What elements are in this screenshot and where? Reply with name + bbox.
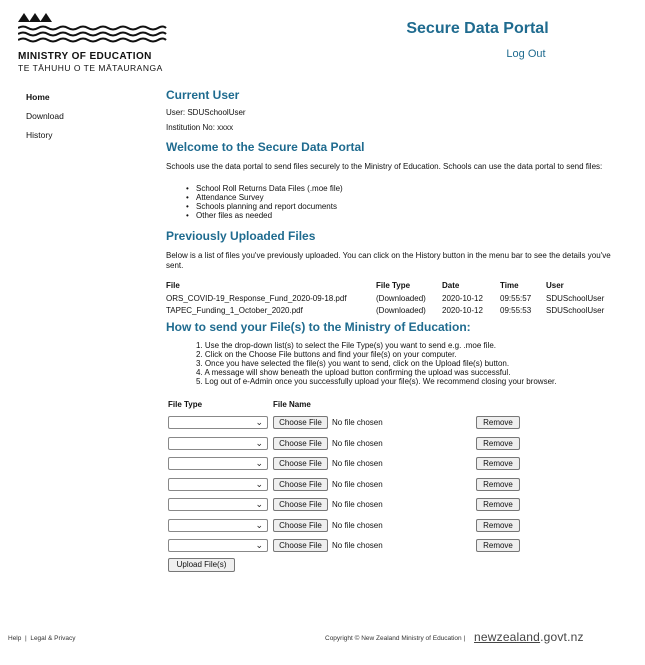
list-item: • Schools planning and report documents (186, 202, 626, 211)
choose-file-button[interactable]: Choose File (273, 519, 328, 532)
no-file-text: No file chosen (332, 520, 383, 530)
col-date: Date (442, 281, 460, 290)
list-item: 4. A message will show beneath the upload button confirming the upload was successful. (196, 368, 511, 377)
chevron-down-icon: ⌄ (255, 540, 263, 550)
file-type-select[interactable] (168, 498, 268, 511)
previous-files-section (166, 227, 626, 318)
chevron-down-icon: ⌄ (255, 499, 263, 509)
cell-file-type: (Downloaded) (376, 306, 426, 315)
file-type-select[interactable] (168, 519, 268, 532)
footer-links (8, 635, 76, 642)
list-item: 1. Use the drop-down list(s) to select the File Type(s) you want to send e.g. .moe file. (196, 341, 496, 350)
logo-title: MINISTRY OF EDUCATION (18, 51, 152, 62)
portal-title: Secure Data Portal (406, 20, 549, 37)
no-file-text: No file chosen (332, 479, 383, 489)
nav-item-home[interactable]: Home (26, 92, 50, 102)
nav-item-download[interactable]: Download (26, 111, 64, 121)
logout-link[interactable]: Log Out (506, 48, 546, 60)
upload-row (166, 515, 626, 536)
upload-rows (166, 412, 626, 556)
file-type-select[interactable] (168, 437, 268, 450)
col-time: Time (500, 281, 519, 290)
cell-user: SDUSchoolUser (546, 294, 605, 303)
cell-date: 2020-10-12 (442, 306, 483, 315)
file-type-select[interactable] (168, 457, 268, 470)
chevron-down-icon: ⌄ (255, 478, 263, 489)
choose-file-button[interactable]: Choose File (273, 437, 328, 450)
no-file-text: No file chosen (332, 418, 383, 427)
side-nav (26, 92, 126, 149)
current-user-section (166, 86, 626, 133)
nav-item-history[interactable]: History (26, 130, 53, 140)
upload-row (166, 494, 626, 515)
chevron-down-icon: ⌄ (255, 519, 263, 530)
remove-button[interactable]: Remove (476, 539, 520, 552)
current-user-heading: Current User (166, 88, 240, 102)
howto-steps (196, 341, 626, 386)
list-item: • Attendance Survey (186, 193, 626, 202)
list-item: • School Roll Returns Data Files (.moe file) (186, 184, 626, 193)
file-type-select[interactable] (168, 539, 268, 552)
file-type-header: File Type (168, 400, 203, 409)
file-type-select[interactable] (168, 416, 268, 429)
table-header-row (166, 281, 621, 294)
remove-button[interactable]: Remove (476, 498, 520, 511)
choose-file-button[interactable]: Choose File (273, 539, 328, 552)
welcome-heading: Welcome to the Secure Data Portal (166, 140, 365, 154)
upload-row (166, 535, 626, 556)
upload-row (166, 433, 626, 454)
table-row (166, 294, 621, 306)
nz-govt-brand[interactable] (474, 630, 584, 644)
help-link[interactable]: Help (8, 635, 22, 642)
remove-button[interactable]: Remove (476, 457, 520, 470)
no-file-text: No file chosen (332, 500, 383, 509)
file-name-header: File Name (273, 400, 311, 409)
welcome-section (166, 138, 626, 220)
cell-time: 09:55:57 (500, 294, 532, 303)
no-file-text: No file chosen (332, 541, 383, 550)
no-file-text: No file chosen (332, 438, 383, 448)
choose-file-button[interactable]: Choose File (273, 498, 328, 511)
cell-file-type: (Downloaded) (376, 294, 426, 303)
list-item: 5. Log out of e-Admin once you successfully upload your file(s). We recommend closing your browser. (196, 377, 557, 386)
remove-button[interactable]: Remove (476, 416, 520, 429)
upload-row (166, 453, 626, 474)
choose-file-button[interactable]: Choose File (273, 478, 328, 491)
copyright-text: Copyright © New Zealand Ministry of Education | (325, 635, 466, 642)
mountain-waves-logo-icon (18, 11, 168, 51)
choose-file-button[interactable]: Choose File (273, 416, 328, 429)
institution-line: Institution No: xxxx (166, 123, 234, 132)
file-type-select[interactable] (168, 478, 268, 491)
col-user: User (546, 281, 564, 290)
cell-file: ORS_COVID-19_Response_Fund_2020-09-18.pdf (166, 294, 347, 303)
welcome-intro: Schools use the data portal to send files securely to the Ministry of Education. Schools can use the data portal to send files: (166, 162, 603, 171)
col-file-type: File Type (376, 281, 411, 290)
remove-button[interactable]: Remove (476, 437, 520, 450)
ministry-logo[interactable] (18, 11, 178, 71)
footer-separator: | (25, 635, 27, 642)
cell-file: TAPEC_Funding_1_October_2020.pdf (166, 306, 303, 315)
header (0, 0, 645, 80)
previous-heading: Previously Uploaded Files (166, 229, 316, 243)
previous-files-table (166, 281, 621, 318)
howto-section (166, 318, 626, 572)
table-row (166, 306, 621, 318)
cell-time: 09:55:53 (500, 306, 532, 315)
list-item: 3. Once you have selected the file(s) you want to send, click on the Upload file(s) button. (196, 359, 510, 368)
footer (0, 632, 645, 648)
chevron-down-icon: ⌄ (255, 417, 263, 427)
upload-row (166, 474, 626, 495)
list-item: 2. Click on the Choose File buttons and find your file(s) on your computer. (196, 350, 457, 359)
remove-button[interactable]: Remove (476, 478, 520, 491)
upload-row (166, 412, 626, 433)
list-item: • Other files as needed (186, 211, 626, 220)
howto-heading: How to send your File(s) to the Ministry of Education: (166, 320, 471, 334)
logo-subtitle: TE TĀHUHU O TE MĀTAURANGA (18, 63, 163, 73)
choose-file-button[interactable]: Choose File (273, 457, 328, 470)
upload-table-header (166, 400, 626, 412)
chevron-down-icon: ⌄ (255, 437, 263, 448)
previous-intro: Below is a list of files you've previously uploaded. You can click on the History button in the menu bar to see the details you've sent. (166, 251, 611, 270)
legal-privacy-link[interactable]: Legal & Privacy (30, 635, 76, 642)
brand-part-b: .govt.nz (540, 630, 584, 644)
user-line: User: SDUSchoolUser (166, 108, 246, 117)
main-content (166, 86, 626, 572)
brand-part-a: newzealand (474, 630, 541, 644)
col-file: File (166, 281, 180, 290)
remove-button[interactable]: Remove (476, 519, 520, 532)
upload-files-button[interactable]: Upload File(s) (168, 558, 235, 572)
file-types-list (186, 184, 626, 220)
no-file-text: No file chosen (332, 459, 383, 468)
cell-user: SDUSchoolUser (546, 306, 605, 315)
chevron-down-icon: ⌄ (255, 458, 263, 468)
cell-date: 2020-10-12 (442, 294, 483, 303)
